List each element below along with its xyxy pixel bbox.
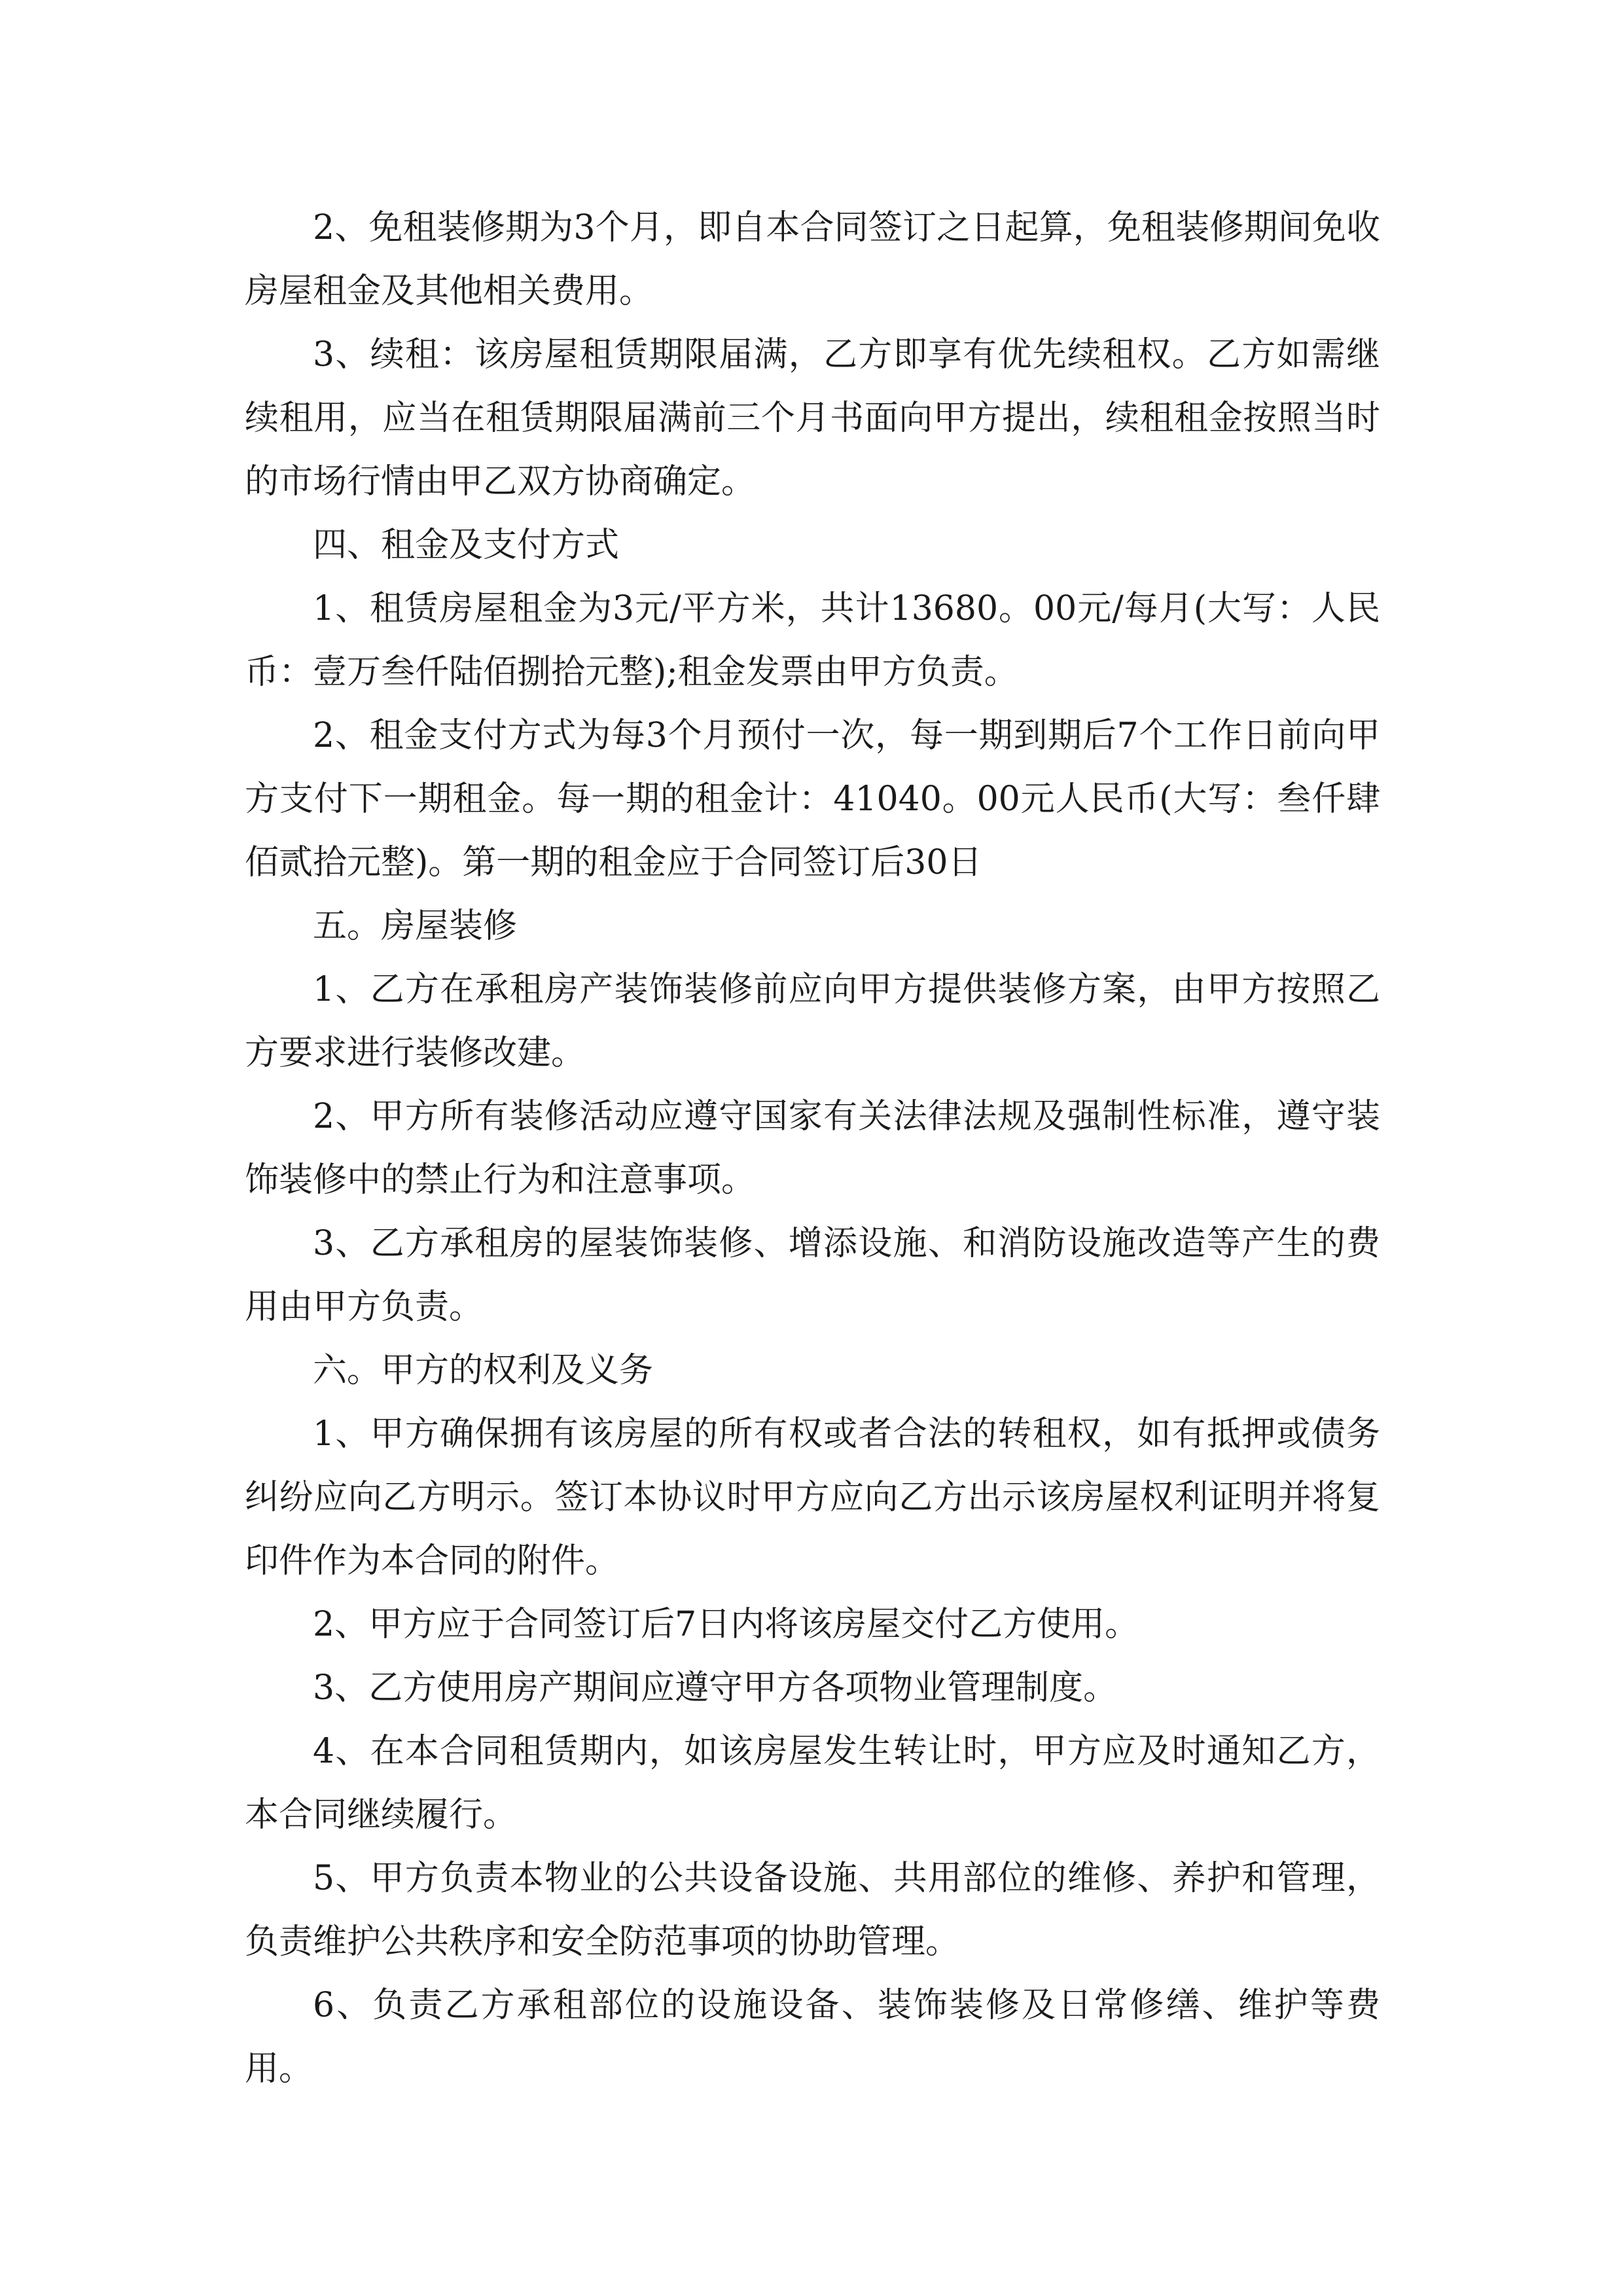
paragraph-decoration-regulations: 2、甲方所有装修活动应遵守国家有关法律法规及强制性标准，遵守装饰装修中的禁止行为和注意事项。 bbox=[245, 1097, 1380, 1200]
paragraph-rent-amount: 1、租赁房屋租金为3元/平方米，共计13680。00元/每月(大写：人民币：壹万叁仟陆佰捌拾元整);租金发票由甲方负责。 bbox=[245, 589, 1380, 692]
paragraph-repair-costs: 6、负责乙方承租部位的设施设备、装饰装修及日常修缮、维护等费用。 bbox=[245, 1986, 1380, 2089]
paragraph-decoration-plan: 1、乙方在承租房产装饰装修前应向甲方提供装修方案，由甲方按照乙方要求进行装修改建。 bbox=[245, 970, 1380, 1073]
paragraph-rent-free-period: 2、免租装修期为3个月，即自本合同签订之日起算，免租装修期间免收房屋租金及其他相关费用。 bbox=[245, 208, 1380, 311]
paragraph-transfer-notice: 4、在本合同租赁期内，如该房屋发生转让时，甲方应及时通知乙方，本合同继续履行。 bbox=[245, 1732, 1380, 1835]
paragraph-decoration-costs: 3、乙方承租房的屋装饰装修、增添设施、和消防设施改造等产生的费用由甲方负责。 bbox=[245, 1224, 1380, 1327]
paragraph-payment-method: 2、租金支付方式为每3个月预付一次，每一期到期后7个工作日前向甲方支付下一期租金。每一期的租金计：41040。00元人民币(大写：叁仟肆佰贰拾元整)。第一期的租金应于合同签订后30日 bbox=[245, 716, 1380, 882]
paragraph-maintenance: 5、甲方负责本物业的公共设备设施、共用部位的维修、养护和管理，负责维护公共秩序和安全防范事项的协助管理。 bbox=[245, 1859, 1380, 1962]
section-heading-rent-payment: 四、租金及支付方式 bbox=[313, 526, 620, 565]
section-heading-party-a-rights: 六。甲方的权利及义务 bbox=[313, 1351, 654, 1390]
section-heading-decoration: 五。房屋装修 bbox=[313, 906, 518, 946]
paragraph-property-rules: 3、乙方使用房产期间应遵守甲方各项物业管理制度。 bbox=[313, 1668, 1118, 1708]
document-body bbox=[245, 196, 1380, 2101]
paragraph-delivery: 2、甲方应于合同签订后7日内将该房屋交付乙方使用。 bbox=[313, 1605, 1139, 1644]
paragraph-ownership-guarantee: 1、甲方确保拥有该房屋的所有权或者合法的转租权，如有抵押或债务纠纷应向乙方明示。签订本协议时甲方应向乙方出示该房屋权利证明并将复印件作为本合同的附件。 bbox=[245, 1414, 1380, 1581]
paragraph-renewal: 3、续租：该房屋租赁期限届满，乙方即享有优先续租权。乙方如需继续租用，应当在租赁期限届满前三个月书面向甲方提出，续租租金按照当时的市场行情由甲乙双方协商确定。 bbox=[245, 335, 1380, 501]
